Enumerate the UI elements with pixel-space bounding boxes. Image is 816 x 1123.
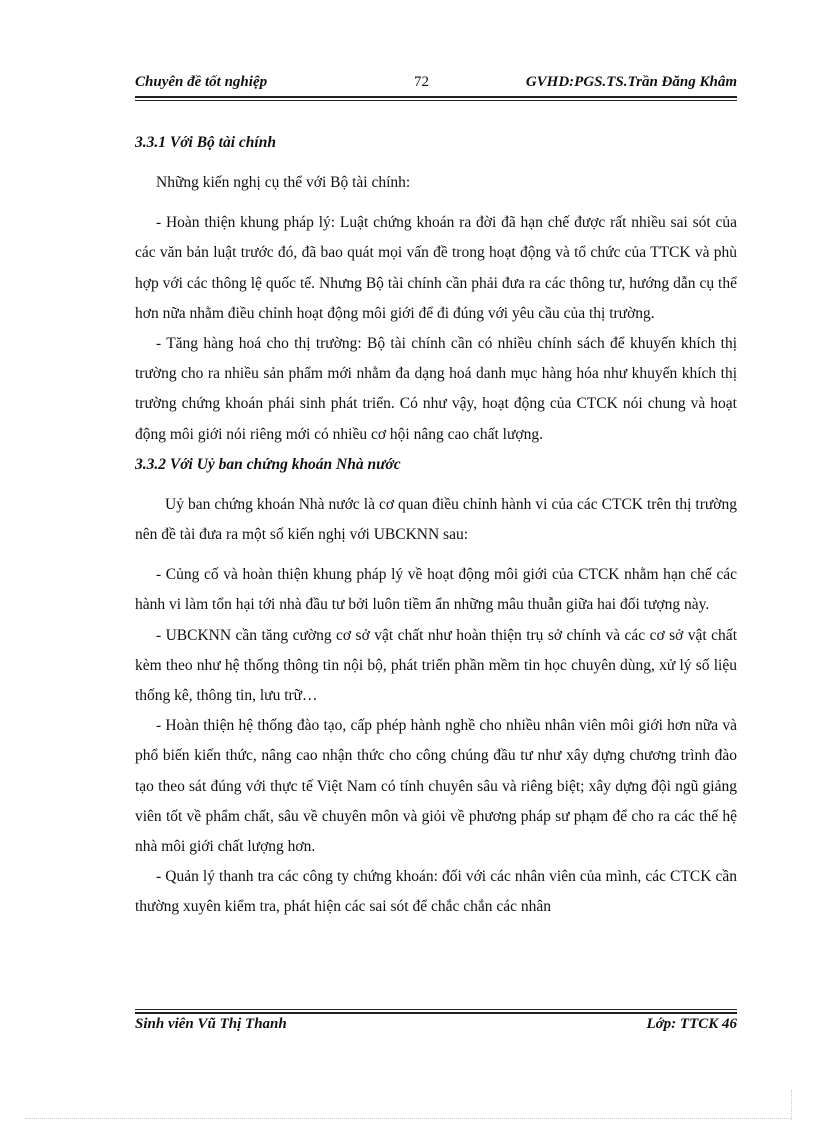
footer-class: Lớp: TTCK 46 (646, 1016, 737, 1032)
section-2-paragraph: - Hoàn thiện hệ thống đào tạo, cấp phép hành nghề cho nhiều nhân viên môi giới hơn nữa và phổ biến kiến thức, nâng cao nhận thức cho công chúng đầu tư như xây dựng chương trình đào tạo theo sát đúng với thực tế Việt Nam có tính chuyên sâu và riêng biệt; xây dựng đội ngũ giảng viên tốt về phẩm chất, sâu về chuyên môn và giỏi về phương pháp sư phạm để cho ra các thế hệ nhà môi giới chất lượng hơn. (135, 717, 737, 856)
page-footer (135, 1016, 737, 1038)
section-2-intro: Uỷ ban chứng khoán Nhà nước là cơ quan điều chỉnh hành vi của các CTCK trên thị trường nên đề tài đưa ra một số kiến nghị với UBCKNN sau: (135, 495, 737, 544)
section-1-paragraph: - Tăng hàng hoá cho thị trường: Bộ tài chính cần có nhiều chính sách để khuyến khích thị trường cho ra nhiều sản phẩm mới nhằm đa dạng hoá danh mục hàng hóa như khuyến khích thị trường chứng khoán phái sinh phát triển. Có như vậy, hoạt động của CTCK nói chung và hoạt động môi giới nói riêng mới có nhiều cơ hội nâng cao chất lượng. (135, 335, 737, 443)
header-thesis-label: Chuyên đề tốt nghiệp (135, 74, 268, 90)
section-2-paragraph: - Quản lý thanh tra các công ty chứng khoán: đối với các nhân viên của mình, các CTCK cần thường xuyên kiểm tra, phát hiện các sai sót để chắc chắn các nhân (135, 868, 737, 916)
header-rule-thick (135, 96, 737, 98)
section-2-paragraph: - UBCKNN cần tăng cường cơ sở vật chất như hoàn thiện trụ sở chính và các cơ sở vật chất kèm theo như hệ thống thông tin nội bộ, phát triển phần mềm tin học chuyên dùng, xử lý số liệu thống kê, thông tin, lưu trữ… (135, 626, 737, 705)
header-supervisor: GVHD:PGS.TS.Trần Đăng Khâm (525, 74, 737, 90)
page-bottom-edge (25, 1118, 791, 1119)
section-2-paragraph: - Củng cố và hoàn thiện khung pháp lý về hoạt động môi giới của CTCK nhằm hạn chế các hành vi làm tổn hại tới nhà đầu tư bởi luôn tiềm ẩn những mâu thuẫn giữa hai đối tượng này. (135, 566, 737, 614)
page-header (135, 74, 737, 96)
footer-rule-thick (135, 1012, 737, 1014)
header-rule-thin (135, 100, 737, 101)
header-page-number: 72 (414, 74, 429, 90)
section-title-3-3-1: 3.3.1 Với Bộ tài chính (135, 134, 276, 151)
body-content (135, 128, 737, 923)
section-title-3-3-2: 3.3.2 Với Uỷ ban chứng khoán Nhà nước (135, 455, 401, 473)
section-1-paragraph: - Hoàn thiện khung pháp lý: Luật chứng khoán ra đời đã hạn chế được rất nhiều sai sót của các văn bản luật trước đó, đã bao quát mọi vấn đề trong hoạt động và tổ chức của TTCK và phù hợp với các thông lệ quốc tế. Nhưng Bộ tài chính cần phải đưa ra các thông tư, hướng dẫn cụ thể hơn nữa nhằm điều chỉnh hoạt động môi giới để đi đúng với yêu cầu của thị trường. (135, 214, 737, 322)
page-right-edge (791, 1090, 792, 1120)
footer-rule-thin (135, 1009, 737, 1010)
footer-student-name: Sinh viên Vũ Thị Thanh (135, 1016, 287, 1032)
section-1-intro: Những kiến nghị cụ thể với Bộ tài chính: (156, 174, 411, 191)
